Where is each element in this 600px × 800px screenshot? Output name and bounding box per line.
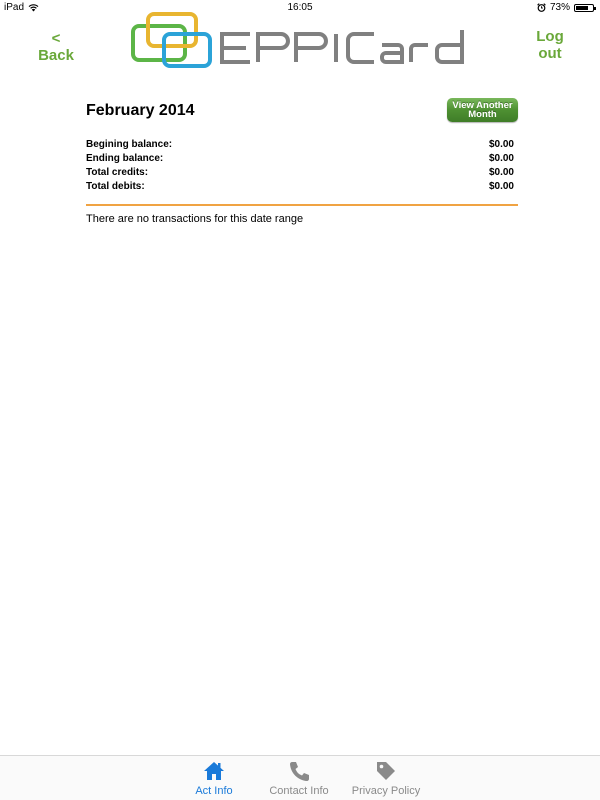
logout-label-line1: Log — [536, 28, 564, 45]
device-name: iPad — [4, 2, 25, 13]
home-icon — [203, 760, 225, 782]
summary-row-total-credits — [86, 166, 514, 180]
battery-icon — [574, 4, 594, 12]
tab-bar — [0, 755, 600, 800]
view-another-month-button[interactable] — [447, 98, 518, 122]
summary-row-beginning-balance — [86, 138, 514, 152]
view-month-label-line1: View Another — [452, 100, 513, 111]
back-arrow: < — [51, 30, 61, 47]
summary-value: $0.00 — [488, 181, 514, 192]
eppicard-logo — [130, 12, 470, 70]
tab-contact-info[interactable] — [259, 760, 339, 797]
logout-label-line2: out — [538, 45, 562, 62]
tab-label: Privacy Policy — [351, 785, 421, 797]
page-title: February 2014 — [86, 102, 195, 119]
summary-value: $0.00 — [488, 153, 514, 164]
battery-percent: 73% — [549, 2, 570, 13]
tab-label: Contact Info — [269, 785, 329, 797]
tag-icon — [375, 760, 397, 782]
empty-transactions-message: There are no transactions for this date range — [86, 213, 304, 225]
battery-fill — [576, 6, 588, 10]
view-month-label-line2: Month — [468, 109, 497, 120]
tab-label: Act Info — [195, 785, 233, 797]
back-label: Back — [38, 47, 74, 64]
summary-label: Total debits: — [86, 181, 145, 192]
status-right — [537, 2, 594, 13]
section-divider — [86, 204, 518, 206]
summary-value: $0.00 — [488, 139, 514, 150]
tab-privacy-policy[interactable] — [346, 760, 426, 797]
summary-row-total-debits — [86, 180, 514, 194]
summary-row-ending-balance — [86, 152, 514, 166]
logout-button[interactable] — [530, 28, 570, 62]
summary-label: Ending balance: — [86, 153, 164, 164]
phone-icon — [288, 760, 310, 782]
alarm-clock-icon — [537, 3, 546, 12]
tab-act-info[interactable] — [174, 760, 254, 797]
balance-summary — [86, 138, 514, 194]
summary-label: Begining balance: — [86, 139, 173, 150]
status-time: 16:05 — [287, 2, 313, 13]
summary-value: $0.00 — [488, 167, 514, 178]
summary-label: Total credits: — [86, 167, 149, 178]
back-button[interactable] — [34, 30, 78, 64]
